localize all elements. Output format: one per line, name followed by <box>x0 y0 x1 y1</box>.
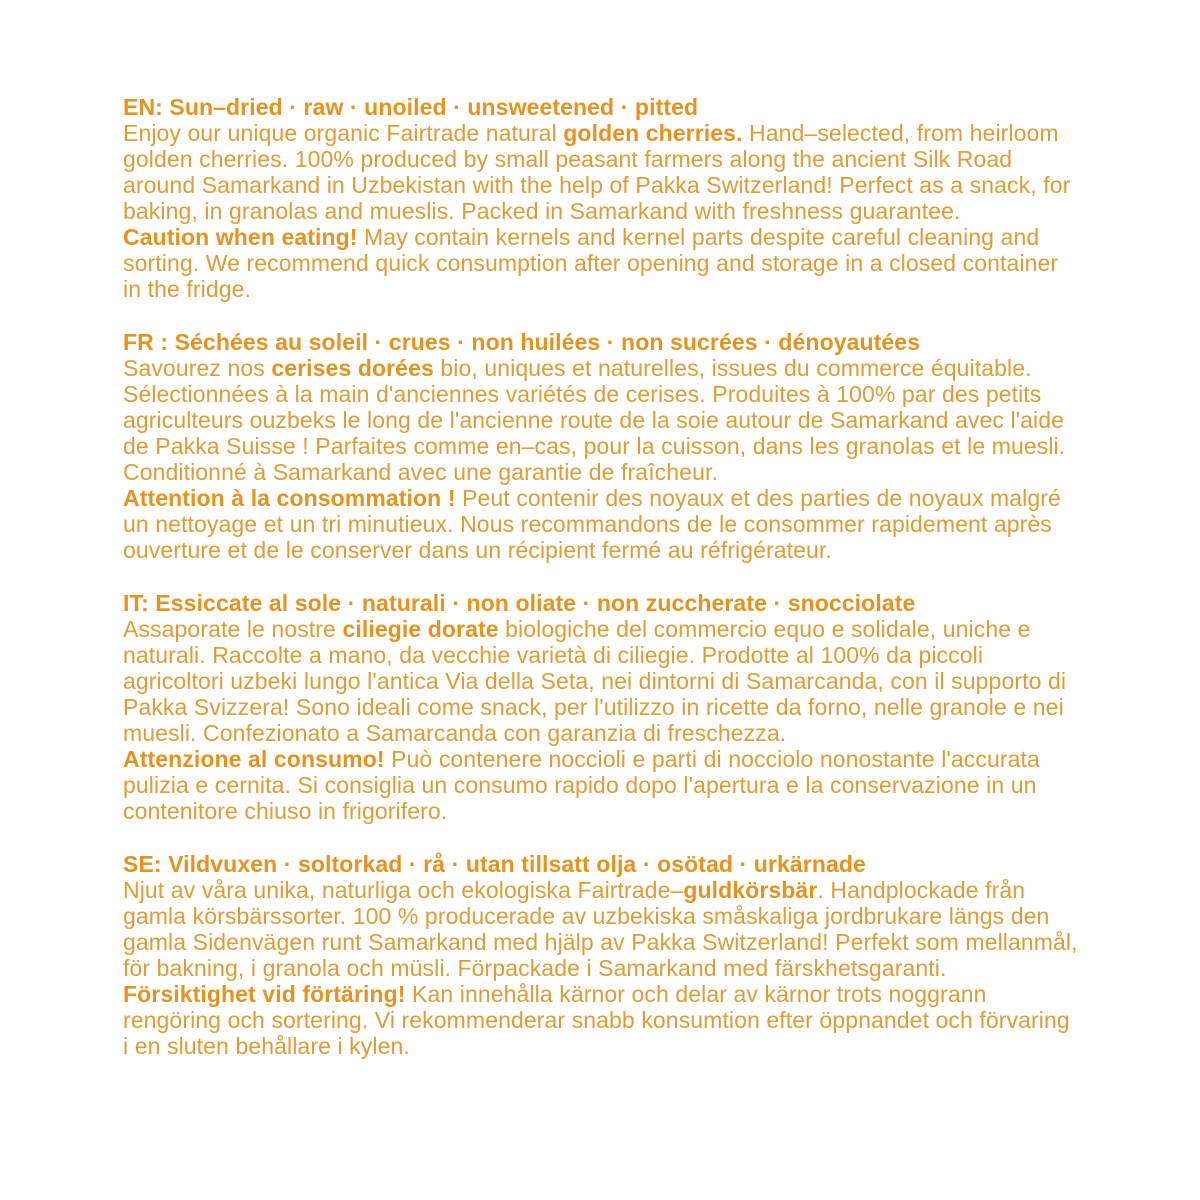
section-fr-body <box>123 355 1081 485</box>
section-fr <box>123 329 1081 563</box>
section-en <box>123 94 1081 302</box>
it-body-text-post: biologiche del commercio equo e solidale, uniche e naturali. Raccolte a mano, da vecchie varietà di ciliegie. Prodotte al 100% da piccoli agricoltori uzbeki lungo l'antica Via della Seta, nei dintorni di Samarcanda, con il supporto di Pakka Svizzera! Sono ideali come snack, per l'utilizzo in ricette da forno, nelle granole e nei muesli. Confezionato a Samarcanda con garanzia di freschezza. <box>123 616 1067 746</box>
en-body-text-post: Hand–selected, from heirloom golden cherries. 100% produced by small peasant farmers along the ancient Silk Road around Samarkand in Uzbekistan with the help of Pakka Switzerland! Perfect as a snack, for baking, in granolas and mueslis. Packed in Samarkand with freshness guarantee. <box>123 120 1071 224</box>
section-en-body <box>123 120 1081 224</box>
it-caution-bold: Attenzione al consumo! <box>123 746 385 772</box>
section-it-body <box>123 616 1081 746</box>
section-en-caution <box>123 224 1081 302</box>
it-body-text-pre: Assaporate le nostre <box>123 616 343 642</box>
it-body-bold: ciliegie dorate <box>342 616 499 642</box>
se-body-text-pre: Njut av våra unika, naturliga och ekologiska Fairtrade– <box>123 877 684 903</box>
fr-body-text-post: bio, uniques et naturelles, issues du commerce équitable. Sélectionnées à la main d'anciennes variétés de cerises. Produites à 100% par des petits agriculteurs ouzbeks le long de l'ancienne route de la soie autour de Samarkand avec l'aide de Pakka Suisse ! Parfaites comme en–cas, pour la cuisson, dans les granolas et le muesli. Conditionné à Samarkand avec une garantie de fraîcheur. <box>123 355 1066 485</box>
product-label-text <box>123 94 1081 1059</box>
en-body-bold: golden cherries. <box>563 120 743 146</box>
section-se-caution <box>123 981 1081 1059</box>
fr-body-bold: cerises dorées <box>271 355 434 381</box>
section-it-caution <box>123 746 1081 824</box>
en-body-text-pre: Enjoy our unique organic Fairtrade natural <box>123 120 564 146</box>
fr-caution-bold: Attention à la consommation ! <box>123 485 456 511</box>
section-se <box>123 851 1081 1059</box>
section-it <box>123 590 1081 824</box>
se-body-text-post: . Handplockade från gamla körsbärssorter. 100 % producerade av uzbekiska småskaliga jordbrukare längs den gamla Sidenvägen runt Samarkand med hjälp av Pakka Switzerland! Perfekt som mellanmål, för bakning, i granola och müsli. Förpackade i Samarkand med färskhetsgaranti. <box>123 877 1078 981</box>
en-caution-text: May contain kernels and kernel parts despite careful cleaning and sorting. We recommend quick consumption after opening and storage in a closed container in the fridge. <box>123 224 1059 302</box>
section-fr-header: FR : Séchées au soleil · crues · non huilées · non sucrées · dénoyautées <box>123 329 921 355</box>
se-caution-text: Kan innehålla kärnor och delar av kärnor trots noggrann rengöring och sortering. Vi rekommenderar snabb konsumtion efter öppnandet och förvaring i en sluten behållare i kylen. <box>123 981 1070 1059</box>
fr-caution-text: Peut contenir des noyaux et des parties de noyaux malgré un nettoyage et un tri minutieux. Nous recommandons de le consommer rapidement après ouverture et de le conserver dans un récipient fermé au réfrigérateur. <box>123 485 1061 563</box>
section-se-header: SE: Vildvuxen · soltorkad · rå · utan tillsatt olja · osötad · urkärnade <box>123 851 866 877</box>
se-caution-bold: Försiktighet vid förtäring! <box>123 981 406 1007</box>
fr-body-text-pre: Savourez nos <box>123 355 272 381</box>
en-caution-bold: Caution when eating! <box>123 224 358 250</box>
section-se-body <box>123 877 1081 981</box>
section-en-header: EN: Sun–dried · raw · unoiled · unsweetened · pitted <box>123 94 699 120</box>
it-caution-text: Può contenere noccioli e parti di nocciolo nonostante l'accurata pulizia e cernita. Si consiglia un consumo rapido dopo l'apertura e la conservazione in un contenitore chiuso in frigorifero. <box>123 746 1040 824</box>
section-fr-caution <box>123 485 1081 563</box>
se-body-bold: guldkörsbär <box>683 877 818 903</box>
section-it-header: IT: Essiccate al sole · naturali · non oliate · non zuccherate · snocciolate <box>123 590 916 616</box>
